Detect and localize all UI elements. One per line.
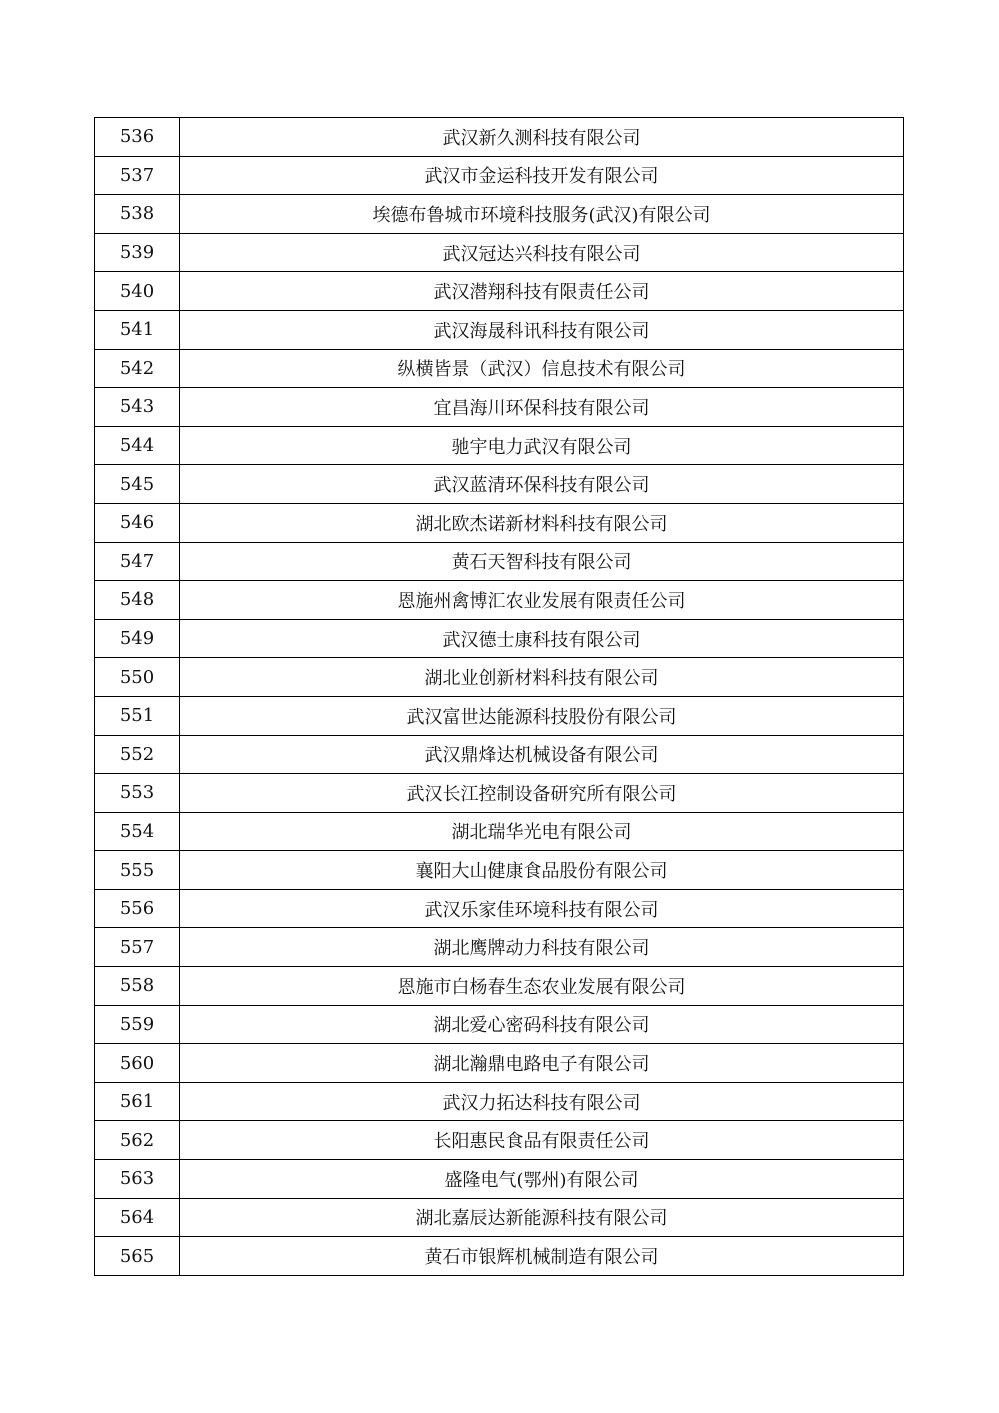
table-row bbox=[95, 156, 904, 195]
row-number-cell: 563 bbox=[95, 1160, 180, 1199]
row-number-cell: 540 bbox=[95, 272, 180, 311]
table-row bbox=[95, 195, 904, 234]
company-name-cell: 宜昌海川环保科技有限公司 bbox=[180, 388, 904, 427]
company-name-cell: 驰宇电力武汉有限公司 bbox=[180, 426, 904, 465]
company-name-cell: 恩施市白杨春生态农业发展有限公司 bbox=[180, 967, 904, 1006]
table-row bbox=[95, 774, 904, 813]
row-number-cell: 564 bbox=[95, 1198, 180, 1237]
row-number-cell: 555 bbox=[95, 851, 180, 890]
table-row bbox=[95, 581, 904, 620]
row-number-cell: 552 bbox=[95, 735, 180, 774]
row-number-cell: 559 bbox=[95, 1005, 180, 1044]
table-row bbox=[95, 1082, 904, 1121]
company-name-cell: 武汉海晟科讯科技有限公司 bbox=[180, 310, 904, 349]
row-number-cell: 544 bbox=[95, 426, 180, 465]
row-number-cell: 560 bbox=[95, 1044, 180, 1083]
row-number-cell: 549 bbox=[95, 619, 180, 658]
row-number-cell: 536 bbox=[95, 118, 180, 157]
company-name-cell: 武汉蓝清环保科技有限公司 bbox=[180, 465, 904, 504]
row-number-cell: 551 bbox=[95, 696, 180, 735]
company-name-cell: 武汉富世达能源科技股份有限公司 bbox=[180, 696, 904, 735]
table-row bbox=[95, 1005, 904, 1044]
row-number-cell: 548 bbox=[95, 581, 180, 620]
row-number-cell: 543 bbox=[95, 388, 180, 427]
company-name-cell: 黄石天智科技有限公司 bbox=[180, 542, 904, 581]
row-number-cell: 538 bbox=[95, 195, 180, 234]
table-row bbox=[95, 1198, 904, 1237]
row-number-cell: 556 bbox=[95, 889, 180, 928]
row-number-cell: 550 bbox=[95, 658, 180, 697]
table-row bbox=[95, 272, 904, 311]
company-name-cell: 武汉潜翔科技有限责任公司 bbox=[180, 272, 904, 311]
company-name-cell: 武汉鼎烽达机械设备有限公司 bbox=[180, 735, 904, 774]
company-name-cell: 襄阳大山健康食品股份有限公司 bbox=[180, 851, 904, 890]
company-name-cell: 武汉市金运科技开发有限公司 bbox=[180, 156, 904, 195]
row-number-cell: 565 bbox=[95, 1237, 180, 1276]
company-name-cell: 纵横皆景（武汉）信息技术有限公司 bbox=[180, 349, 904, 388]
company-list-body bbox=[95, 118, 904, 1276]
table-row bbox=[95, 118, 904, 157]
table-row bbox=[95, 928, 904, 967]
company-name-cell: 武汉德士康科技有限公司 bbox=[180, 619, 904, 658]
table-row bbox=[95, 658, 904, 697]
table-row bbox=[95, 1237, 904, 1276]
table-row bbox=[95, 233, 904, 272]
company-name-cell: 武汉乐家佳环境科技有限公司 bbox=[180, 889, 904, 928]
company-name-cell: 武汉新久测科技有限公司 bbox=[180, 118, 904, 157]
table-row bbox=[95, 542, 904, 581]
company-name-cell: 湖北欧杰诺新材料科技有限公司 bbox=[180, 503, 904, 542]
row-number-cell: 537 bbox=[95, 156, 180, 195]
table-row bbox=[95, 696, 904, 735]
row-number-cell: 542 bbox=[95, 349, 180, 388]
company-name-cell: 恩施州禽博汇农业发展有限责任公司 bbox=[180, 581, 904, 620]
table-row bbox=[95, 1044, 904, 1083]
table-row bbox=[95, 503, 904, 542]
table-row bbox=[95, 619, 904, 658]
company-name-cell: 湖北业创新材料科技有限公司 bbox=[180, 658, 904, 697]
company-list-table bbox=[94, 117, 904, 1276]
table-row bbox=[95, 388, 904, 427]
row-number-cell: 546 bbox=[95, 503, 180, 542]
table-row bbox=[95, 426, 904, 465]
company-name-cell: 湖北瑞华光电有限公司 bbox=[180, 812, 904, 851]
company-name-cell: 湖北嘉辰达新能源科技有限公司 bbox=[180, 1198, 904, 1237]
table-row bbox=[95, 735, 904, 774]
table-row bbox=[95, 851, 904, 890]
row-number-cell: 557 bbox=[95, 928, 180, 967]
row-number-cell: 553 bbox=[95, 774, 180, 813]
company-name-cell: 武汉冠达兴科技有限公司 bbox=[180, 233, 904, 272]
company-name-cell: 湖北瀚鼎电路电子有限公司 bbox=[180, 1044, 904, 1083]
company-name-cell: 盛隆电气(鄂州)有限公司 bbox=[180, 1160, 904, 1199]
table-row bbox=[95, 349, 904, 388]
row-number-cell: 547 bbox=[95, 542, 180, 581]
row-number-cell: 562 bbox=[95, 1121, 180, 1160]
company-name-cell: 长阳惠民食品有限责任公司 bbox=[180, 1121, 904, 1160]
table-row bbox=[95, 967, 904, 1006]
company-name-cell: 湖北鹰牌动力科技有限公司 bbox=[180, 928, 904, 967]
company-name-cell: 武汉长江控制设备研究所有限公司 bbox=[180, 774, 904, 813]
table-row bbox=[95, 1160, 904, 1199]
table-row bbox=[95, 1121, 904, 1160]
company-name-cell: 埃德布鲁城市环境科技服务(武汉)有限公司 bbox=[180, 195, 904, 234]
table-row bbox=[95, 889, 904, 928]
company-name-cell: 黄石市银辉机械制造有限公司 bbox=[180, 1237, 904, 1276]
row-number-cell: 554 bbox=[95, 812, 180, 851]
table-row bbox=[95, 465, 904, 504]
row-number-cell: 541 bbox=[95, 310, 180, 349]
row-number-cell: 539 bbox=[95, 233, 180, 272]
row-number-cell: 545 bbox=[95, 465, 180, 504]
row-number-cell: 561 bbox=[95, 1082, 180, 1121]
table-row bbox=[95, 812, 904, 851]
company-name-cell: 湖北爱心密码科技有限公司 bbox=[180, 1005, 904, 1044]
row-number-cell: 558 bbox=[95, 967, 180, 1006]
company-name-cell: 武汉力拓达科技有限公司 bbox=[180, 1082, 904, 1121]
table-row bbox=[95, 310, 904, 349]
